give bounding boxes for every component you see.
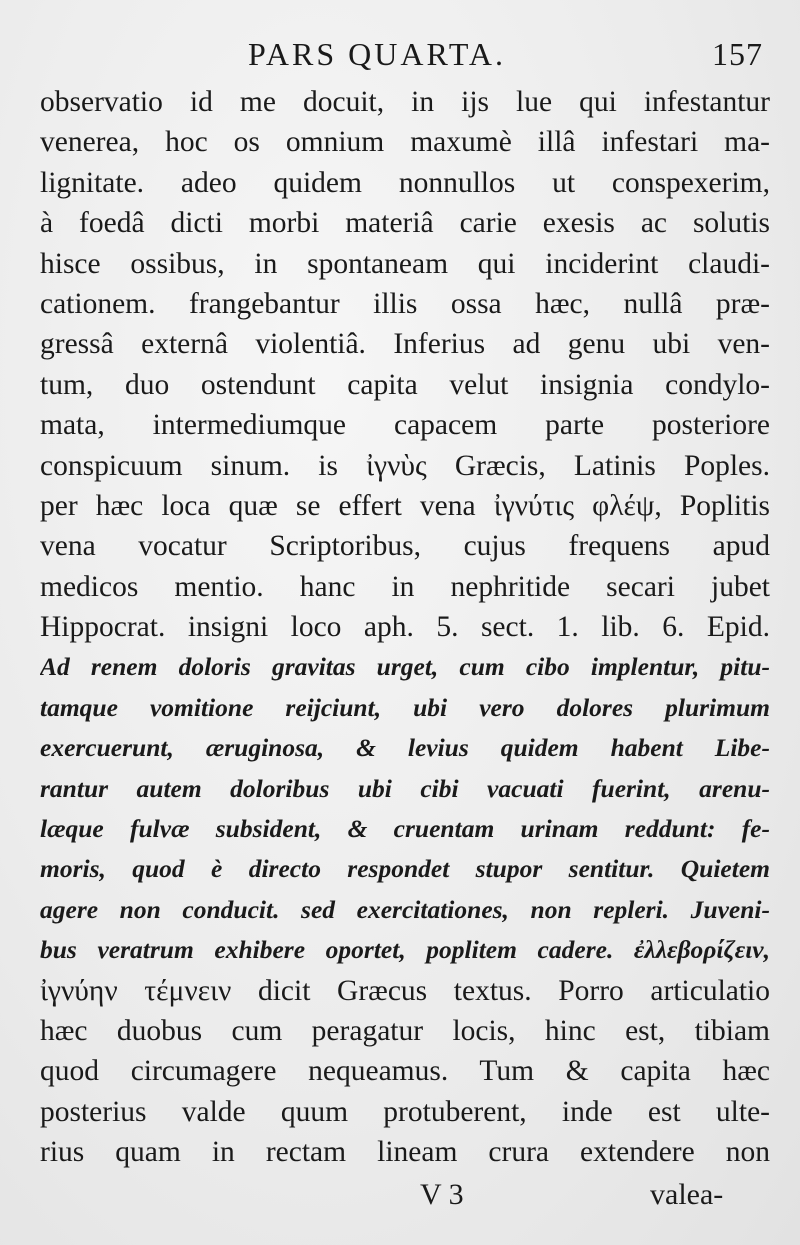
text-line: mata, intermediumque capacem parte posteriore [40,409,770,442]
body-text [40,82,770,1173]
running-head: PARS QUARTA. [248,36,506,72]
catchword: valea- [650,1178,724,1211]
text-line: à foedâ dicti morbi materiâ carie exesis ac solutis [40,207,770,240]
text-line: ἰγνύην τέμνειν dicit Græcus textus. Porro articulatio [40,974,770,1007]
text-line: gressâ externâ violentiâ. Inferius ad genu ubi ven- [40,328,770,361]
text-line: cationem. frangebantur illis ossa hæc, nullâ præ- [40,287,770,320]
text-line: rius quam in rectam lineam crura extendere non [40,1136,770,1169]
text-line: vena vocatur Scriptoribus, cujus frequens apud [40,530,770,563]
text-line: hæc duobus cum peragatur locis, hinc est, tibiam [40,1014,770,1047]
text-line: Hippocrat. insigni loco aph. 5. sect. 1. lib. 6. Epid. [40,611,770,644]
text-line: medicos mentio. hanc in nephritide secari jubet [40,570,770,603]
text-line: per hæc loca quæ se effert vena ἰγνύτις φλέψ, Poplitis [40,489,770,522]
quotation-line: moris, quod è directo respondet stupor sentitur. Quietem [40,854,770,884]
quotation-line: agere non conducit. sed exercitationes, non repleri. Juveni- [40,894,770,924]
text-line: venerea, hoc os omnium maxumè illâ infestari ma- [40,126,770,159]
text-line: posterius valde quum protuberent, inde est ulte- [40,1095,770,1128]
quotation-line: exercuerunt, æruginosa, & levius quidem habent Libe- [40,733,770,763]
text-line: lignitate. adeo quidem nonnullos ut conspexerim, [40,166,770,199]
quotation-line: læque fulvæ subsident, & cruentam urinam reddunt: fe- [40,814,770,844]
quotation-line: Ad renem doloris gravitas urget, cum cibo implentur, pitu- [40,652,770,682]
quotation-line: bus veratrum exhibere oportet, poplitem cadere. ἐλλεβορίζειν, [40,935,770,965]
text-line: conspicuum sinum. is ἰγνὺς Græcis, Latinis Poples. [40,449,770,482]
text-line: tum, duo ostendunt capita velut insignia condylo- [40,368,770,401]
text-line: quod circumagere nequeamus. Tum & capita hæc [40,1055,770,1088]
quotation-line: rantur autem doloribus ubi cibi vacuati fuerint, arenu- [40,773,770,803]
text-line: observatio id me docuit, in ijs lue qui infestantur [40,86,770,118]
signature-mark: V 3 [420,1178,464,1211]
page-header [0,30,800,80]
text-line: hisce ossibus, in spontaneam qui inciderint claudi- [40,247,770,280]
quotation-line: tamque vomitione reijciunt, ubi vero dolores plurimum [40,692,770,722]
page-number: 157 [712,36,763,72]
page-footer [0,1178,800,1223]
